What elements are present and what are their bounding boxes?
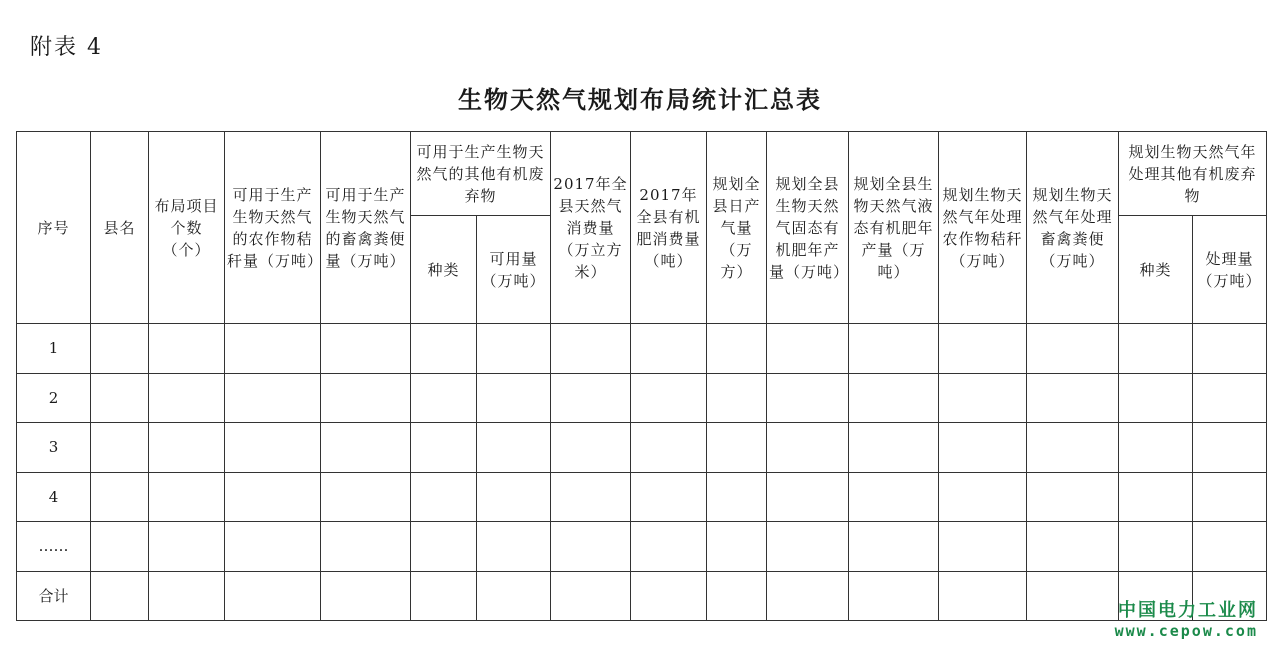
data-cell[interactable] <box>707 472 767 522</box>
data-cell[interactable] <box>939 571 1027 621</box>
data-cell[interactable] <box>767 472 849 522</box>
header-straw-processing: 规划生物天然气年处理农作物秸秆（万吨） <box>939 132 1027 324</box>
header-layout-count: 布局项目个数（个） <box>149 132 225 324</box>
data-cell[interactable] <box>91 373 149 423</box>
data-cell[interactable] <box>225 522 321 572</box>
header-solid-fertilizer: 规划全县生物天然气固态有机肥年产量（万吨） <box>767 132 849 324</box>
header-straw: 可用于生产生物天然气的农作物秸秆量（万吨） <box>225 132 321 324</box>
row-label: 3 <box>17 423 91 473</box>
watermark-url: www.cepow.com <box>1114 622 1258 640</box>
data-cell[interactable] <box>225 423 321 473</box>
data-cell[interactable] <box>225 571 321 621</box>
data-cell[interactable] <box>225 373 321 423</box>
header-other-amount: 可用量（万吨） <box>477 216 551 324</box>
data-cell[interactable] <box>1193 522 1267 572</box>
data-cell[interactable] <box>1027 324 1119 374</box>
data-cell[interactable] <box>91 571 149 621</box>
data-cell[interactable] <box>149 423 225 473</box>
table-row-total <box>17 571 1267 621</box>
data-cell[interactable] <box>225 324 321 374</box>
data-cell[interactable] <box>1027 472 1119 522</box>
data-cell[interactable] <box>707 423 767 473</box>
data-cell[interactable] <box>149 522 225 572</box>
data-cell[interactable] <box>91 423 149 473</box>
data-cell[interactable] <box>631 571 707 621</box>
header-other-group: 可用于生产生物天然气的其他有机废弃物 <box>411 132 551 216</box>
data-cell[interactable] <box>767 373 849 423</box>
data-cell[interactable] <box>631 373 707 423</box>
data-cell[interactable] <box>1193 373 1267 423</box>
data-cell[interactable] <box>551 472 631 522</box>
data-cell[interactable] <box>767 324 849 374</box>
table-row <box>17 324 1267 374</box>
data-cell[interactable] <box>551 571 631 621</box>
header-daily-gas: 规划全县日产气量（万方） <box>707 132 767 324</box>
data-cell[interactable] <box>939 324 1027 374</box>
data-cell[interactable] <box>411 423 477 473</box>
table-body <box>17 324 1267 621</box>
data-cell[interactable] <box>939 522 1027 572</box>
page-title: 生物天然气规划布局统计汇总表 <box>458 86 822 114</box>
row-label: 2 <box>17 373 91 423</box>
data-cell[interactable] <box>631 324 707 374</box>
data-cell[interactable] <box>1027 423 1119 473</box>
header-manure: 可用于生产生物天然气的畜禽粪便量（万吨） <box>321 132 411 324</box>
data-cell[interactable] <box>149 571 225 621</box>
header-county: 县名 <box>91 132 149 324</box>
table-row <box>17 423 1267 473</box>
data-cell[interactable] <box>849 571 939 621</box>
header-fertilizer-consumption: 2017年全县有机肥消费量（吨） <box>631 132 707 324</box>
data-cell[interactable] <box>631 522 707 572</box>
data-cell[interactable] <box>1119 522 1193 572</box>
header-other-type: 种类 <box>411 216 477 324</box>
data-cell[interactable] <box>551 324 631 374</box>
data-cell[interactable] <box>1027 373 1119 423</box>
row-label: 4 <box>17 472 91 522</box>
data-cell[interactable] <box>1119 373 1193 423</box>
data-cell[interactable] <box>1193 324 1267 374</box>
data-cell[interactable] <box>849 373 939 423</box>
header-proc-type: 种类 <box>1119 216 1193 324</box>
row-label: …… <box>17 522 91 572</box>
table-row <box>17 522 1267 572</box>
watermark-name: 中国电力工业网 <box>1118 600 1258 621</box>
data-cell[interactable] <box>939 423 1027 473</box>
data-cell[interactable] <box>149 472 225 522</box>
data-cell[interactable] <box>767 423 849 473</box>
data-cell[interactable] <box>477 472 551 522</box>
data-cell[interactable] <box>631 472 707 522</box>
data-cell[interactable] <box>849 324 939 374</box>
data-cell[interactable] <box>321 373 411 423</box>
data-cell[interactable] <box>411 373 477 423</box>
data-cell[interactable] <box>1119 324 1193 374</box>
data-cell[interactable] <box>321 423 411 473</box>
header-proc-group: 规划生物天然气年处理其他有机废弃物 <box>1119 132 1267 216</box>
data-cell[interactable] <box>411 522 477 572</box>
data-cell[interactable] <box>551 522 631 572</box>
data-cell[interactable] <box>91 324 149 374</box>
header-manure-processing: 规划生物天然气年处理畜禽粪便（万吨） <box>1027 132 1119 324</box>
data-cell[interactable] <box>1193 472 1267 522</box>
data-cell[interactable] <box>939 472 1027 522</box>
appendix-label: 附表 4 <box>30 35 103 60</box>
data-cell[interactable] <box>91 522 149 572</box>
data-cell[interactable] <box>149 373 225 423</box>
data-cell[interactable] <box>149 324 225 374</box>
data-cell[interactable] <box>477 324 551 374</box>
table-row <box>17 472 1267 522</box>
data-cell[interactable] <box>849 472 939 522</box>
data-cell[interactable] <box>477 423 551 473</box>
data-cell[interactable] <box>1193 423 1267 473</box>
data-cell[interactable] <box>707 571 767 621</box>
data-cell[interactable] <box>707 522 767 572</box>
data-cell[interactable] <box>551 423 631 473</box>
row-label-total: 合计 <box>17 571 91 621</box>
data-cell[interactable] <box>477 373 551 423</box>
data-cell[interactable] <box>91 472 149 522</box>
data-cell[interactable] <box>707 373 767 423</box>
table-row <box>17 373 1267 423</box>
data-cell[interactable] <box>321 522 411 572</box>
header-gas-consumption: 2017年全县天然气消费量（万立方米） <box>551 132 631 324</box>
data-cell[interactable] <box>411 571 477 621</box>
data-cell[interactable] <box>849 423 939 473</box>
data-cell[interactable] <box>225 472 321 522</box>
header-seq: 序号 <box>17 132 91 324</box>
data-cell[interactable] <box>321 324 411 374</box>
data-cell[interactable] <box>1027 522 1119 572</box>
data-cell[interactable] <box>631 423 707 473</box>
header-proc-amount: 处理量（万吨） <box>1193 216 1267 324</box>
data-cell[interactable] <box>1027 571 1119 621</box>
header-row-1 <box>17 132 1267 216</box>
row-label: 1 <box>17 324 91 374</box>
summary-table <box>16 131 1267 621</box>
data-cell[interactable] <box>767 522 849 572</box>
data-cell[interactable] <box>551 373 631 423</box>
data-cell[interactable] <box>411 324 477 374</box>
data-cell[interactable] <box>411 472 477 522</box>
data-cell[interactable] <box>477 571 551 621</box>
data-cell[interactable] <box>849 522 939 572</box>
data-cell[interactable] <box>1119 423 1193 473</box>
data-cell[interactable] <box>1119 472 1193 522</box>
data-cell[interactable] <box>939 373 1027 423</box>
data-cell[interactable] <box>767 571 849 621</box>
data-cell[interactable] <box>321 571 411 621</box>
data-cell[interactable] <box>321 472 411 522</box>
data-cell[interactable] <box>707 324 767 374</box>
header-liquid-fertilizer: 规划全县生物天然气液态有机肥年产量（万吨） <box>849 132 939 324</box>
data-cell[interactable] <box>477 522 551 572</box>
